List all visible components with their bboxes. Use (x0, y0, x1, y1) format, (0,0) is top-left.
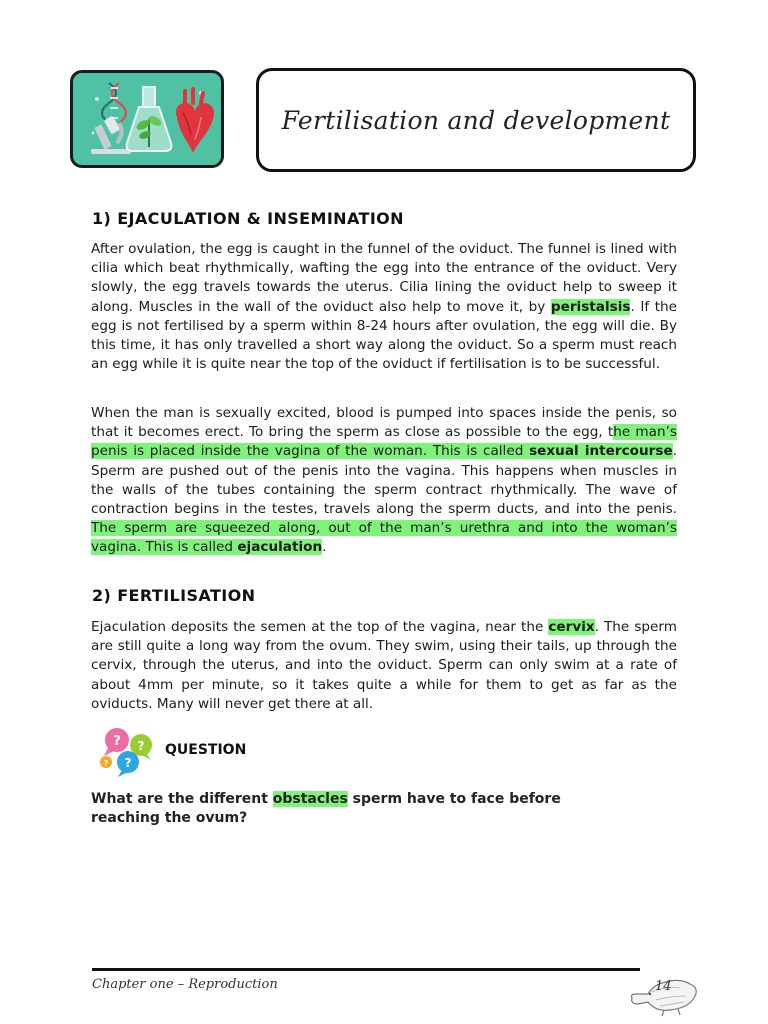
text-run: . If the egg is not fertilised by a sperm within 8-24 hours after ovulation, the egg will die. By this time, it has only travelled a short way along the oviduct. So a sperm must reach an egg while it is quite near the top of the oviduct if fertilisation is to be successful. (91, 298, 677, 373)
paragraph-fertilisation (91, 618, 677, 714)
science-biology-icon (73, 73, 221, 165)
speech-bubbles-question-icon (98, 726, 156, 778)
text-run: . Sperm are pushed out of the penis into the vagina. This happens when muscles in the walls of the tubes containing the sperm contract rhythmically. The wave of contraction begins in the testes, travels along the sperm ducts, and into the penis. (91, 443, 677, 518)
text-run: . (322, 539, 327, 556)
paragraph-ovulation (91, 240, 677, 374)
text-run: What are the different (91, 791, 273, 807)
section-heading-ejaculation: 1) EJACULATION & INSEMINATION (92, 209, 404, 228)
svg-text:?: ? (137, 739, 145, 753)
footer-chapter: Chapter one – Reproduction (92, 977, 278, 992)
text-run: When the man is sexually excited, blood is pumped into spaces inside the penis, so that it becomes erect. To bring the sperm as close as possible to the egg, t (91, 405, 677, 441)
highlighted-term: ejaculation (237, 539, 323, 556)
title-box (256, 68, 696, 172)
text-run: After ovulation, the egg is caught in the funnel of the oviduct. The funnel is lined with cilia which beat rhythmically, wafting the egg into the entrance of the oviduct. Very slowly, the egg travels towards the uterus. Cilia lining the oviduct help to sweep it along. Muscles in the wall of the oviduct also help to move it, by (91, 241, 677, 315)
footer-divider (92, 968, 640, 971)
svg-text:?: ? (113, 734, 121, 749)
paragraph-intercourse (91, 404, 677, 558)
text-run: . The sperm are still quite a long way from the ovum. They swim, using their tails, up through the cervix, through the uterus, and into the oviduct. Sperm can only swim at a rate of about 4mm per minute, so it takes quite a while for them to get as far as the oviducts. Many will never get there at all. (91, 619, 677, 712)
page-title: Fertilisation and development (281, 105, 671, 135)
science-illustration (70, 70, 224, 168)
svg-text:?: ? (103, 759, 109, 768)
section-heading-fertilisation: 2) FERTILISATION (92, 586, 256, 605)
text-run: Ejaculation deposits the semen at the top of the vagina, near the (91, 619, 549, 635)
svg-text:?: ? (124, 756, 132, 770)
highlighted-term: peristalsis (550, 298, 631, 315)
highlighted-term: he man’s penis is placed inside the vagina of the woman. This is called (91, 424, 677, 460)
page-number: 14 (655, 979, 672, 994)
question-text (91, 790, 631, 828)
question-label: QUESTION (165, 742, 247, 758)
highlighted-term: sexual intercourse (529, 443, 673, 460)
highlighted-term: cervix (548, 619, 595, 635)
text-run: sperm have to face before reaching the ovum? (91, 791, 561, 826)
highlighted-term: obstacles (272, 791, 348, 807)
highlighted-term: The sperm are squeezed along, out of the man’s urethra and into the woman’s vagina. This is called (91, 520, 677, 556)
